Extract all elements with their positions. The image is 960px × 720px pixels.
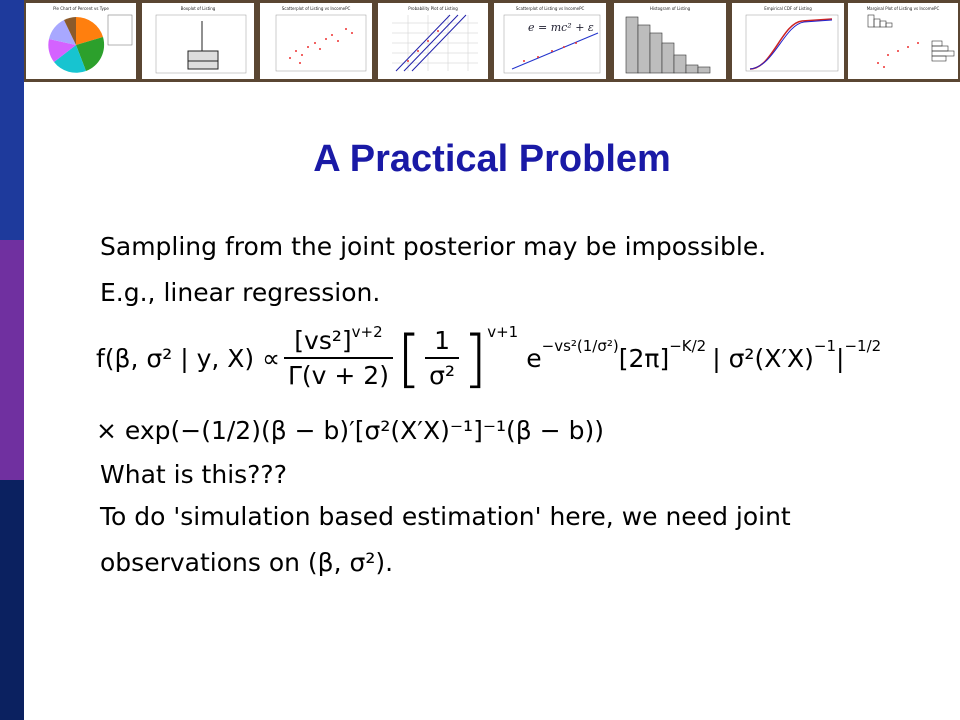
- thumbnail-pie-chart: [26, 3, 136, 79]
- slide-title: A Practical Problem: [313, 138, 671, 180]
- formula-exp-line: × exp(−(1/2)(β − b)′[σ²(X′X)⁻¹]⁻¹(β − b)): [96, 416, 604, 445]
- body-line: Sampling from the joint posterior may be impossible.: [100, 232, 767, 261]
- thumbnail-marginal-plot: [848, 3, 958, 79]
- thumbnail-equation: e = mc² + ε: [528, 21, 594, 34]
- body-line: E.g., linear regression.: [100, 278, 381, 307]
- posterior-formula: f(β, σ² | y, X) ∝ $\frac{[vs^2]^{v+2}}{\Gamma(v + 2)}$ [ $\frac{1}{\text{σ²}}$ ] v+1 e −vs²(1/σ²) [2π] −K/2 | σ²(X′X) −1 | −1/2: [96, 321, 882, 395]
- formula-fraction-2-numerator: 1: [425, 326, 459, 359]
- sidebar-segment-bottom: [0, 480, 24, 720]
- formula-lhs: f(β, σ² | y, X) ∝: [96, 343, 280, 373]
- formula-denominator: Γ(v + 2): [287, 361, 389, 390]
- formula-determinant-close: |: [836, 343, 845, 373]
- formula-two-pi: [2π]: [618, 343, 670, 373]
- thumbnail-label: Scatterplot of Listing vs IncomePC: [281, 6, 351, 11]
- formula-exp-exponent: −vs²(1/σ²): [541, 337, 619, 355]
- formula-determinant-exponent: −1/2: [844, 337, 882, 355]
- formula-fraction-2-denominator: σ²: [429, 361, 456, 390]
- thumbnail-probability-plot: [378, 3, 488, 79]
- thumbnail-label: Probability Plot of Listing: [408, 6, 458, 11]
- body-line: observations on (β, σ²).: [100, 548, 394, 577]
- thumbnail-label: Histogram of Listing: [649, 6, 691, 11]
- thumbnail-empirical-cdf: [732, 3, 844, 79]
- formula-fraction-1: [284, 323, 393, 390]
- formula-inverse-exponent: −1: [813, 337, 837, 355]
- formula-fraction-2: [425, 326, 459, 390]
- formula-numerator: [vs²]: [294, 326, 352, 355]
- thumbnail-regression-plot: [494, 3, 606, 79]
- thumbnail-strip: [24, 0, 960, 82]
- thumbnail-scatterplot: [260, 3, 372, 79]
- formula-determinant: | σ²(X′X): [712, 343, 814, 373]
- thumbnail-label: Empirical CDF of Listing: [764, 6, 812, 11]
- formula-bracket-exponent: v+1: [487, 323, 519, 341]
- sidebar-accent: [0, 0, 24, 720]
- thumbnail-label: Pie Chart of Percent vs Type: [53, 6, 109, 11]
- formula-two-pi-exponent: −K/2: [669, 337, 707, 355]
- body-line: What is this???: [100, 460, 287, 489]
- thumbnail-label: Marginal Plot of Listing vs IncomePC: [866, 6, 940, 11]
- thumbnail-boxplot: [142, 3, 254, 79]
- thumbnail-histogram: [614, 3, 726, 79]
- body-line: To do 'simulation based estimation' here, we need joint: [100, 502, 791, 531]
- thumbnail-label: Boxplot of Listing: [180, 6, 216, 11]
- thumbnail-label: Scatterplot of Listing vs IncomePC: [515, 6, 585, 11]
- formula-exp-base: e: [526, 343, 542, 373]
- formula-numerator-exponent: v+2: [351, 323, 383, 341]
- sidebar-segment-middle: [0, 240, 24, 480]
- sidebar-segment-top: [0, 0, 24, 240]
